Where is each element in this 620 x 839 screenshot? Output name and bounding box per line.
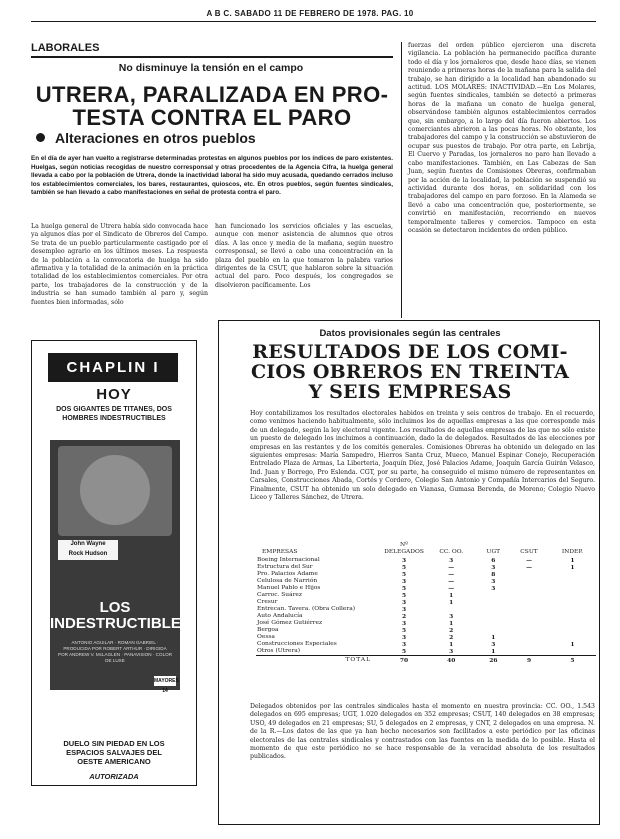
table-cell: 2 xyxy=(449,627,454,634)
table-cell: 2 xyxy=(401,613,407,620)
elections-headline-line-2: CIOS OBREROS EN TREINTA xyxy=(250,361,570,383)
results-total-row xyxy=(256,656,596,665)
table-cell: — xyxy=(448,585,455,592)
table-row xyxy=(256,627,596,634)
header-indep: INDEP. xyxy=(561,548,583,555)
story-headline-line-2: TESTA CONTRA EL PARO xyxy=(72,105,352,130)
total-label: TOTAL xyxy=(256,656,383,665)
film-title: LOS INDESTRUCTIBLES xyxy=(50,599,191,632)
table-cell: 5 xyxy=(401,571,407,578)
table-cell xyxy=(549,648,596,656)
film-rating-badge: MAYORES 14 xyxy=(154,678,179,694)
table-cell: 6 xyxy=(491,557,496,564)
table-row xyxy=(256,599,596,606)
table-cell xyxy=(477,613,509,620)
table-cell: 5 xyxy=(401,627,407,634)
story-column-2: han funcionado los servicios oficiales y las escuelas, aunque con menor asistencia de alumnos que otros días. A las once y media de la mañana, según nuestro corresponsal, se llevó a cabo una concentración en la plaza del pueblo en la que tomaron la palabra varios dirigentes de la CSUT, que hablaron sobre la situación actual del paro. Poco después, los congregados se disolvieron pacíficamente. Los xyxy=(215,223,393,289)
elections-intro: Hoy contabilizamos los resultados electorales habidos en treinta y seis centros de trabajo. En el recuerdo, como venimos haciendo habitualmente, sólo incluimos los de aquellas empresas a las que corresponde más de un delegado, según la ley electoral vigente. Los resultados de aquellas empresas de las que no sólo existe un puesto de delegado los incluimos a continuación, dado la de delegados. Resultados de las elecciones por empresas en las restantes y de los comités generales. Comisiones Obreras ha obtenido un delegado en las siguientes empresas: María Sampedro, Hierros Santa Cruz, Mueco, Manuel Espinar Conejo, Recuperación Entrelado Plaza de Armas, La Liberteria, Joaquín Díez, José Palacios Adame, Joaquín García Guirán Velasco, Ind. Juan y Borrego, Pro Eslenda. CGT, por su parte, ha conseguido el mismo número de representantes en Carsales, Construcciones Abada, Cortés y Cordero, Colegio San Antonio y Compañía Intercarios del Seguro. Finalmente, CSUT ha obtenido un solo delegado en Vianasa, Gumasa Berenda, de Moreno; Colegio Nuevo Liceo y Talleres Sánchez, de Utrera. xyxy=(250,410,595,502)
table-cell: 1 xyxy=(491,634,496,641)
header-csut: CSUT xyxy=(520,548,538,555)
table-cell xyxy=(477,606,509,613)
table-cell: — xyxy=(448,578,455,585)
cinema-footer-line-2: ESPACIOS SALVAJES DEL xyxy=(66,748,162,757)
header-ccoo: CC. OO. xyxy=(439,548,464,555)
table-cell: 3 xyxy=(491,641,496,648)
table-row xyxy=(256,641,596,648)
table-cell: — xyxy=(448,564,455,571)
table-cell xyxy=(425,606,477,613)
table-row xyxy=(256,648,596,656)
table-cell xyxy=(477,627,509,634)
poster-actors xyxy=(58,540,118,560)
masthead: A B C. SABADO 11 DE FEBRERO DE 1978. PAG. 10 xyxy=(206,9,414,18)
table-cell xyxy=(549,585,596,592)
table-cell: 3 xyxy=(491,564,496,571)
company-name: Entrecan. Tavera. (Obra Collera) xyxy=(257,606,356,612)
table-cell xyxy=(549,578,596,585)
poster-photo-figure xyxy=(80,455,150,525)
table-cell xyxy=(509,627,549,634)
company-name: José Gómez Gutiérrez xyxy=(257,620,323,626)
table-cell xyxy=(509,648,549,656)
poster-actor-2: Rock Hudson xyxy=(68,550,108,557)
table-cell xyxy=(549,592,596,599)
company-name: Manuel Pablo e Hijos xyxy=(257,585,321,591)
table-cell xyxy=(509,578,549,585)
section-label: LABORALES xyxy=(31,42,100,54)
table-row xyxy=(256,564,596,571)
table-cell: 5 xyxy=(401,564,407,571)
table-cell: 3 xyxy=(401,599,407,606)
story-headline-line-1: UTRERA, PARALIZADA EN PRO- xyxy=(35,82,389,107)
poster-actor-1: John Wayne xyxy=(70,541,106,547)
table-cell xyxy=(509,634,549,641)
table-cell xyxy=(549,571,596,578)
table-cell: 3 xyxy=(449,648,454,655)
table-cell xyxy=(509,606,549,613)
table-cell xyxy=(549,599,596,606)
table-row xyxy=(256,585,596,592)
table-cell xyxy=(509,641,549,648)
total-indep: 5 xyxy=(549,656,596,665)
table-cell: 1 xyxy=(570,641,575,648)
story-kicker: No disminuye la tensión en el campo xyxy=(118,62,304,74)
company-name: Cresur xyxy=(257,599,278,605)
table-cell xyxy=(509,592,549,599)
table-cell xyxy=(477,620,509,627)
cinema-footer-line-4: AUTORIZADA xyxy=(89,772,139,781)
table-cell: 1 xyxy=(570,557,575,564)
header-empresas: EMPRESAS xyxy=(262,548,298,555)
total-delegados: 70 xyxy=(383,656,425,665)
elections-closing: Delegados obtenidos por las centrales sindicales hasta el momento en nuestra provincia: CC. OO., 1.543 delegados en 695 empresas; UGT, 1.020 delegados en 352 empresas; CSUT, 140 delegados en 38 empresas; USO, 49 delegados en 21 empresas; SU, 5 delegados en 2 empresas, y CNT, 2 delegados en una empresa. N. de la R.—Los datos de las que ya han hecho necesarios son facilitados a este periódico por las oficinas electorales de las centrales sindicales y contrastados con las fuentes en la medida de lo posible. Hasta el momento de que este periódico no se hace responsable de la veracidad absoluta de los resultados publicados. xyxy=(250,703,595,761)
company-name: Construcciones Especiales xyxy=(257,641,337,647)
table-row xyxy=(256,557,596,564)
table-cell: 3 xyxy=(491,585,496,592)
table-cell: 1 xyxy=(570,564,575,571)
company-name: Boeing Internacional xyxy=(257,557,320,563)
table-row xyxy=(256,578,596,585)
table-cell: 8 xyxy=(491,571,496,578)
company-name: Otros (Utrera) xyxy=(257,648,301,654)
table-cell xyxy=(477,599,509,606)
cinema-tagline: DOS GIGANTES DE TITANES, DOS HOMBRES INDESTRUCTIBLES xyxy=(56,406,172,422)
company-name: Estructura del Sur xyxy=(257,564,313,570)
table-cell: 5 xyxy=(401,585,407,592)
story-column-1: La huelga general de Utrera había sido convocada hace ya algunos días por el Sindicato de Obreros del Campo. Se trata de un pueblo particularmente castigado por el desempleo agrario en los últimos meses. La respuesta de la población a la convocatoria de huelga ha sido afirmativa y la totalidad de la animación en la práctica totalidad de los establecimientos comerciales. Por otra parte, los trabajadores de la construcción y de la industria se han sumado también al paro y, según fuentes bien informadas, sólo xyxy=(31,223,208,306)
table-cell: 2 xyxy=(449,634,454,641)
table-cell xyxy=(509,620,549,627)
results-header-row xyxy=(256,542,596,557)
cinema-today: HOY xyxy=(96,386,132,403)
table-cell xyxy=(509,571,549,578)
table-row xyxy=(256,571,596,578)
company-name: Bergoa xyxy=(257,627,279,633)
company-name: Oessa xyxy=(257,634,275,640)
elections-headline-line-1: RESULTADOS DE LOS COMI- xyxy=(252,341,568,363)
table-cell xyxy=(477,592,509,599)
table-cell xyxy=(549,613,596,620)
table-cell xyxy=(549,606,596,613)
table-cell xyxy=(509,585,549,592)
table-cell: 3 xyxy=(491,578,496,585)
table-cell: 3 xyxy=(401,578,407,585)
table-cell xyxy=(509,599,549,606)
story-subhead xyxy=(36,130,256,146)
table-row xyxy=(256,592,596,599)
bullet-icon xyxy=(36,133,45,142)
table-cell: 3 xyxy=(401,606,407,613)
company-name: Auto Andalucía xyxy=(257,613,303,619)
table-row xyxy=(256,620,596,627)
table-cell xyxy=(549,627,596,634)
company-name: Celulosa de Narrión xyxy=(257,578,318,584)
table-cell xyxy=(549,620,596,627)
table-cell: 5 xyxy=(401,592,407,599)
table-cell: 3 xyxy=(401,557,407,564)
section-rule xyxy=(31,56,393,58)
table-cell: 1 xyxy=(449,599,454,606)
table-cell: — xyxy=(526,564,532,571)
table-cell: 1 xyxy=(449,641,454,648)
film-credits: ANTONIO AGUILAR · ROMAN GABRIEL · PRODUCIDA POR ROBERT ARTHUR · DIRIGIDA POR ANDREW V. McLAGLEN · PANAVISION · COLOR DE LUXE xyxy=(58,640,173,663)
story-column-3: fuerzas del orden público ejercieron una discreta vigilancia. La población ha permanecido pacífica durante todo el día y los jornaleros que, desde hace días, se vienen reuniendo a primeras horas de la mañana para la salida del trabajo, se han dirigido a la localidad han abandonado su actitud. LOS MOLARES: INACTIVIDAD.—En Los Molares, según fuentes sindicales, también se detectó a primeras horas de la mañana un conato de huelga general, observándose también algunos establecimientos cerrados que, sin embargo, a lo largo del día fueron abiertos. Los comerciantes abrieron a las pocas horas. No obstante, los trabajadores del campo y la construcción se abstuvieron de ocupar sus puestos de trabajo. Por otra parte, en Lebrija, El Cuervo y Paradas, los jornaleros no paro han llevado a cabo manifestaciones. También, en Las Cabezas de San Juan, según fuentes de Comisiones Obreras, confirmaban por la acción de la localidad, la población se suspendió su actividad durante dos horas, en solidaridad con los trabajadores del campo en paro forzoso. En la Alameda se llevó a cabo una concentración que, posteriormente, se convirtió en manifestación, recorriendo en nuevos temporalmente talleres y comercios. Tampoco en esta ocasión se detectaron incidentes de orden público. xyxy=(408,42,596,234)
total-csut: 9 xyxy=(509,656,549,665)
elections-kicker: Datos provisionales según las centrales xyxy=(319,328,501,339)
table-cell: — xyxy=(526,557,532,564)
table-cell: 3 xyxy=(401,634,407,641)
cinema-footer-line-1: DUELO SIN PIEDAD EN LOS xyxy=(63,739,165,748)
company-name: Pro. Palacios Adame xyxy=(257,571,318,577)
table-cell: 1 xyxy=(449,620,454,627)
table-cell: 5 xyxy=(401,648,407,655)
table-cell xyxy=(509,613,549,620)
table-cell: — xyxy=(448,571,455,578)
elections-headline-line-3: Y SEIS EMPRESAS xyxy=(308,381,512,403)
header-ugt: UGT xyxy=(486,548,501,555)
table-cell xyxy=(549,634,596,641)
header-delegados: Nº DELEGADOS xyxy=(384,542,424,555)
table-row xyxy=(256,634,596,641)
story-subhead-text: Alteraciones en otros pueblos xyxy=(55,130,256,146)
story-headline xyxy=(31,83,393,129)
table-cell: 3 xyxy=(449,557,454,564)
elections-headline xyxy=(225,342,595,402)
table-cell: 3 xyxy=(401,641,407,648)
total-ccoo: 40 xyxy=(425,656,477,665)
table-row xyxy=(256,606,596,613)
masthead-rule xyxy=(31,21,596,22)
total-ugt: 26 xyxy=(477,656,509,665)
table-cell: 3 xyxy=(401,620,407,627)
table-cell: 1 xyxy=(491,648,496,655)
cinema-name: CHAPLIN I xyxy=(48,353,178,382)
table-row xyxy=(256,613,596,620)
table-cell: 3 xyxy=(449,613,454,620)
column-divider xyxy=(401,42,402,318)
company-name: Carroc. Suárez xyxy=(257,592,302,598)
cinema-footer-line-3: OESTE AMERICANO xyxy=(77,757,151,766)
cinema-footer xyxy=(40,739,188,781)
results-table xyxy=(256,542,596,664)
table-cell: 1 xyxy=(449,592,454,599)
story-lead: En el día de ayer han vuelto a registrarse determinadas protestas en algunos pueblos por los índices de paro existentes. Huelgas, según noticias recogidas de nuestro corresponsal y otras procedentes de la Agencia Cifra, la huelga general llevada a cabo por la población de Utrera, donde la inactividad laboral ha sido muy acusada, quedando cerrados incluso los establecimientos comerciales, los bares, restaurantes, quioscos, etc. En otros pueblos, según fuentes sindicales, también se han llevado a cabo manifestaciones en señal de protesta contra el paro. xyxy=(31,155,393,197)
